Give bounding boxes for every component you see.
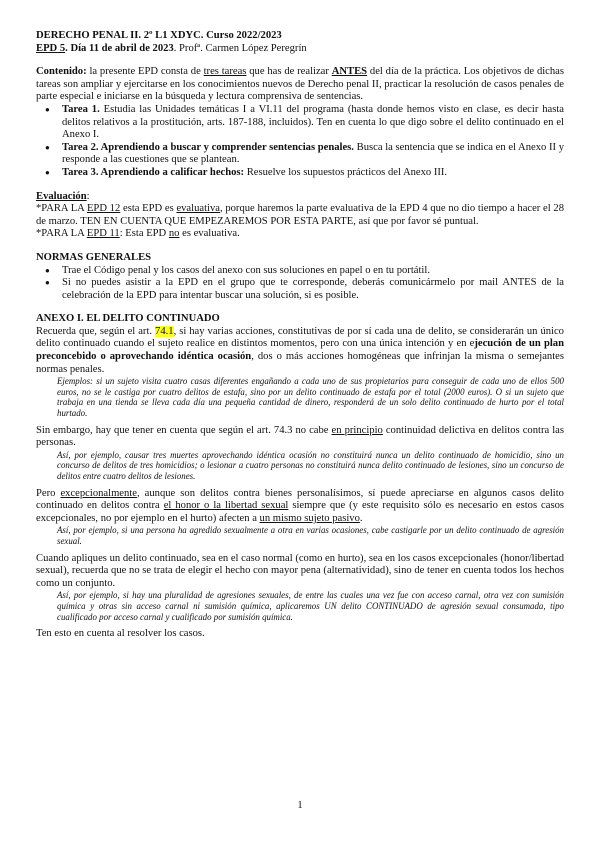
tarea-text: Estudia las Unidades temáticas I a VI.11 del programa (hasta donde hemos visto en clase, es decir hasta delitos relativos a la prostitución, arts. 187-188, incluidos). Ten en cuenta lo que digo sobre el delito continuado en el Anexo I. [62,103,565,141]
example-2: Así, por ejemplo, causar tres muertes aprovechando idéntica ocasión no constituirá nunca un delito continuado de homicidio, sino un concurso de delitos de tres homicidios; o lesionar a cuatro personas no constituirá nunca delito continuado de lesiones, sino un concurso de delitos entre cuatro delitos de lesiones. [57,449,564,481]
header-title: DERECHO PENAL II. 2º L1 XDYC. Curso 2022/2023 [36,30,282,41]
epd-12-ref: EPD 12 [86,203,121,215]
list-item: ● Trae el Código penal y los casos del anexo con sus soluciones en papel o en tu portátil. [62,265,564,278]
tarea-text: Resuelve los supuestos prácticos del Anexo III. [244,166,448,178]
list-item [62,142,564,167]
contenido-label: Contenido: [36,66,87,78]
anexo-bold: jecución de un plan preconcebido o aprovechando idéntica ocasión [36,338,564,363]
eval-text: es evaluativa. [179,228,240,240]
eval-text: : Esta EPD [119,228,169,240]
header-date: . Día 11 de abril de 2023 [65,42,174,54]
excepcionalmente: excepcionalmente [60,487,137,499]
anexo-text: , si hay varias acciones, constitutivas de por sí cada una de delito, se considerarán un único delito continuado cuando el sujeto realice en distintos momentos, pero con una única intención y en e [36,325,564,350]
epd-label: EPD 5 [36,42,66,54]
evaluacion-heading [36,191,564,204]
honor-libertad: el honor o la libertad sexual [163,500,289,512]
anexo-heading: ANEXO I. EL DELITO CONTINUADO [36,313,220,325]
anexo-text: , aunque son delitos contra bienes personalísimos, sí puede apreciarse en algunos casos delito continuado en delitos contra [36,487,564,512]
antes-emphasis: ANTES [331,66,368,78]
anexo-text: Sin embargo, hay que tener en cuenta que según el art. 74.3 no cabe [36,424,332,436]
anexo-paragraph-2 [36,425,564,450]
tres-tareas: tres tareas [203,66,247,78]
anexo-text: . [359,512,363,524]
example-1: Ejemplos: si un sujeto visita cuatro casas diferentes engañando a cada uno de sus propietarios para conseguir de cada uno de ellos 500 euros, no se le castiga por cuatro delitos de estafa, sino por un delito continuado de estafa por el total (2000 euros). O si un sujeto que trabaja en una tienda se lleva cada día una pequeña cantidad de dinero, responderá de un solo delito continuado de hurto por el total hurtado. [57,376,564,419]
list-item: ● Si no puedes asistir a la EPD en el grupo que te corresponde, deberás comunicármelo por mail ANTES de la celebración de la EPD para intentar buscar una solución, si es posible. [62,277,564,302]
eval-text: *PARA LA [36,228,87,240]
example-3: Así, por ejemplo, si una persona ha agredido sexualmente a otra en varias ocasiones, cabe castigarle por un delito continuado de agresión sexual. [57,525,564,546]
anexo-text: siempre que (y este requisito sólo es necesario en estos casos excepcionales, no por ejemplo en el hurto) afecten a [36,500,564,524]
evaluacion-line-2 [36,228,564,241]
no-word: no [168,228,180,240]
epd-11-ref: EPD 11 [86,228,120,240]
evaluativa-word: evaluativa [176,203,220,215]
tarea-label: Tarea 2. Aprendiendo a buscar y comprender sentencias penales. [62,141,354,153]
mismo-sujeto: un mismo sujeto pasivo [259,512,360,524]
contenido-paragraph [36,66,564,104]
list-item [62,104,564,142]
evaluacion-line-1 [36,203,564,228]
tareas-list [36,104,564,180]
evaluacion-colon: : [86,190,90,202]
eval-text: esta EPD es [120,203,177,215]
example-4: Así, por ejemplo, si hay una pluralidad de agresiones sexuales, de entre las cuales una vez fue con acceso carnal, otra vez con sumisión química y otras sin acceso carnal ni sumisión química, aplicaremos UN delito CONTINUADO de agresión sexual consumada, tipo cualificado por acceso carnal y cualificado por sumisión química. [57,590,564,622]
header-subtitle [36,43,564,56]
anexo-paragraph-1 [36,326,564,376]
normas-heading: NORMAS GENERALES [36,251,152,263]
document-page [36,30,564,641]
eval-text: , porque haremos la parte evaluativa de la EPD 4 que no dio tiempo a hacer el 28 de marzo. TEN EN CUENTA QUE EMPEZAREMOS POR ESTA PARTE, así que por favor sé puntual. [36,203,564,227]
anexo-paragraph-5: Ten esto en cuenta al resolver los casos. [36,628,205,640]
contenido-text: que has de realizar [246,66,332,78]
anexo-text: Recuerda que, según el art. [36,325,156,337]
header-prof: . Profª. Carmen López Peregrín [173,42,307,54]
anexo-text: Pero [36,487,61,499]
en-principio: en principio [331,424,383,436]
anexo-text: continuidad delictiva en delitos contra las personas. [36,424,564,449]
page-number: 1 [297,800,303,811]
anexo-paragraph-3 [36,488,564,526]
evaluacion-label: Evaluación [36,190,87,202]
tarea-label: Tarea 1. [62,103,100,115]
list-item [62,167,564,180]
tarea-label: Tarea 3. Aprendiendo a calificar hechos: [62,166,245,178]
anexo-text: , dos o más acciones homogéneas que infrinjan la misma o semejantes normas penales. [36,351,564,375]
contenido-text: la presente EPD consta de [86,66,204,78]
tarea-text: Busca la sentencia que se indica en el Anexo II y responde a las cuestiones que se plantean. [62,141,564,166]
highlighted-article: 74.1 [155,325,174,337]
normas-list [36,265,564,303]
contenido-text: del día de la práctica. Los objetivos de dichas tareas son ampliar y ejercitarse en los conocimientos nuevos de Derecho penal II, practicar la resolución de casos penales de parte especial e iniciarse en la búsqueda y lectura comprensiva de sentencias. [36,66,565,103]
eval-text: *PARA LA [36,203,87,215]
anexo-paragraph-4: Cuando apliques un delito continuado, sea en el caso normal (como en hurto), sea en los casos excepcionales (honor/libertad sexual), recuerda que no se trata de elegir el hecho con mayor pena (alternatividad), sino de tener en cuenta todos los hechos como un conjunto. [36,552,564,589]
